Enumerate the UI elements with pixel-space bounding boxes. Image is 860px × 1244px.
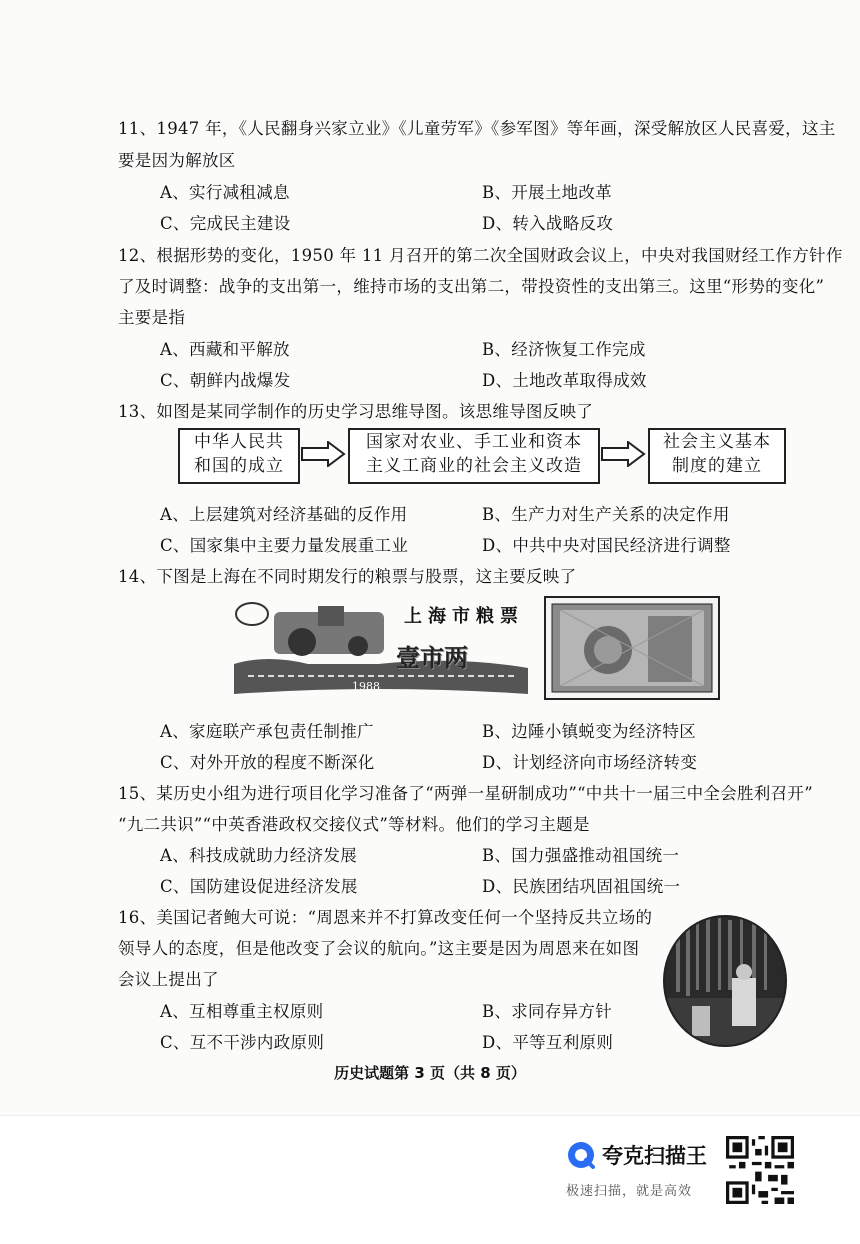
question-12-stem-line-2: 了及时调整：战争的支出第一，维持市场的支出第二，带投资性的支出第三。这里“形势的变化” bbox=[118, 277, 825, 296]
question-14-option-b: B、边陲小镇蜕变为经济特区 bbox=[482, 722, 697, 741]
flow-box-3-line-1: 社会主义基本 bbox=[663, 432, 771, 452]
grain-ticket-image bbox=[228, 598, 534, 700]
question-11-stem-line-2: 要是因为解放区 bbox=[118, 151, 236, 170]
question-11-stem-line-1: 11、1947 年，《人民翻身兴家立业》《儿童劳军》《参军图》等年画，深受解放区人民喜爱，这主 bbox=[118, 119, 836, 138]
question-15-option-a: A、科技成就助力经济发展 bbox=[160, 846, 358, 865]
question-15-stem-line-2: “九二共识”“中英香港政权交接仪式”等材料。他们的学习主题是 bbox=[118, 815, 590, 834]
question-13-option-d: D、中共中央对国民经济进行调整 bbox=[482, 536, 731, 555]
question-16-option-a: A、互相尊重主权原则 bbox=[160, 1002, 324, 1021]
flow-box-1-line-2: 和国的成立 bbox=[194, 456, 284, 476]
question-16-stem-line-2: 领导人的态度，但是他改变了会议的航向。”这主要是因为周恩来在如图 bbox=[118, 939, 640, 958]
question-12-option-c: C、朝鲜内战爆发 bbox=[160, 371, 291, 390]
flow-box-1-line-1: 中华人民共 bbox=[194, 432, 284, 452]
flow-box-3 bbox=[648, 428, 786, 484]
flow-arrow-icon bbox=[300, 441, 346, 467]
grain-ticket-year: 1988 bbox=[352, 680, 380, 693]
flow-box-2-line-1: 国家对农业、手工业和资本 bbox=[366, 432, 582, 452]
question-14-option-d: D、计划经济向市场经济转变 bbox=[482, 753, 698, 772]
question-11-option-d: D、转入战略反攻 bbox=[482, 214, 614, 233]
flow-arrow-icon bbox=[600, 441, 646, 467]
qr-code-icon bbox=[726, 1136, 794, 1204]
question-15-option-d: D、民族团结巩固祖国统一 bbox=[482, 877, 681, 896]
question-12-option-a: A、西藏和平解放 bbox=[160, 340, 290, 359]
question-15-option-b: B、国力强盛推动祖国统一 bbox=[482, 846, 680, 865]
flow-box-2 bbox=[348, 428, 600, 484]
quark-logo-icon bbox=[566, 1140, 596, 1170]
question-14-stem: 14、下图是上海在不同时期发行的粮票与股票，这主要反映了 bbox=[118, 567, 577, 586]
stock-certificate-image bbox=[544, 596, 720, 700]
question-12-stem-line-3: 主要是指 bbox=[118, 308, 186, 327]
grain-ticket-title: 上海市粮票 bbox=[404, 606, 524, 627]
question-13-option-b: B、生产力对生产关系的决定作用 bbox=[482, 505, 730, 524]
flow-box-1 bbox=[178, 428, 300, 484]
flow-box-3-line-2: 制度的建立 bbox=[672, 456, 762, 476]
question-13-option-a: A、上层建筑对经济基础的反作用 bbox=[160, 505, 408, 524]
question-15-option-c: C、国防建设促进经济发展 bbox=[160, 877, 358, 896]
question-16-option-c: C、互不干涉内政原则 bbox=[160, 1033, 325, 1052]
question-12-option-b: B、经济恢复工作完成 bbox=[482, 340, 646, 359]
question-11-option-a: A、实行减租减息 bbox=[160, 183, 290, 202]
conference-photo bbox=[662, 914, 788, 1048]
question-13-stem: 13、如图是某同学制作的历史学习思维导图。该思维导图反映了 bbox=[118, 402, 594, 421]
question-14-option-c: C、对外开放的程度不断深化 bbox=[160, 753, 375, 772]
flow-box-2-line-2: 主义工商业的社会主义改造 bbox=[366, 456, 582, 476]
question-11-option-b: B、开展土地改革 bbox=[482, 183, 613, 202]
question-16-stem-line-1: 16、美国记者鲍大可说：“周恩来并不打算改变任何一个坚持反共立场的 bbox=[118, 908, 653, 927]
question-12-stem-line-1: 12、根据形势的变化，1950 年 11 月召开的第二次全国财政会议上，中央对我国财经工作方针作 bbox=[118, 246, 843, 265]
question-16-stem-line-3: 会议上提出了 bbox=[118, 970, 219, 989]
question-14-option-a: A、家庭联产承包责任制推广 bbox=[160, 722, 374, 741]
question-15-stem-line-1: 15、某历史小组为进行项目化学习准备了“两弹一星研制成功”“中共十一届三中全会胜利召开” bbox=[118, 784, 813, 803]
question-11-option-c: C、完成民主建设 bbox=[160, 214, 291, 233]
scanner-brand: 夸克扫描王 bbox=[602, 1144, 707, 1168]
question-13-option-c: C、国家集中主要力量发展重工业 bbox=[160, 536, 409, 555]
scanner-slogan: 极速扫描，就是高效 bbox=[566, 1184, 693, 1199]
grain-ticket-amount: 壹市两 bbox=[396, 643, 468, 672]
question-12-option-d: D、土地改革取得成效 bbox=[482, 371, 647, 390]
question-16-option-b: B、求同存异方针 bbox=[482, 1002, 613, 1021]
question-16-option-d: D、平等互利原则 bbox=[482, 1033, 614, 1052]
page-footer: 历史试题第 3 页（共 8 页） bbox=[334, 1064, 526, 1082]
